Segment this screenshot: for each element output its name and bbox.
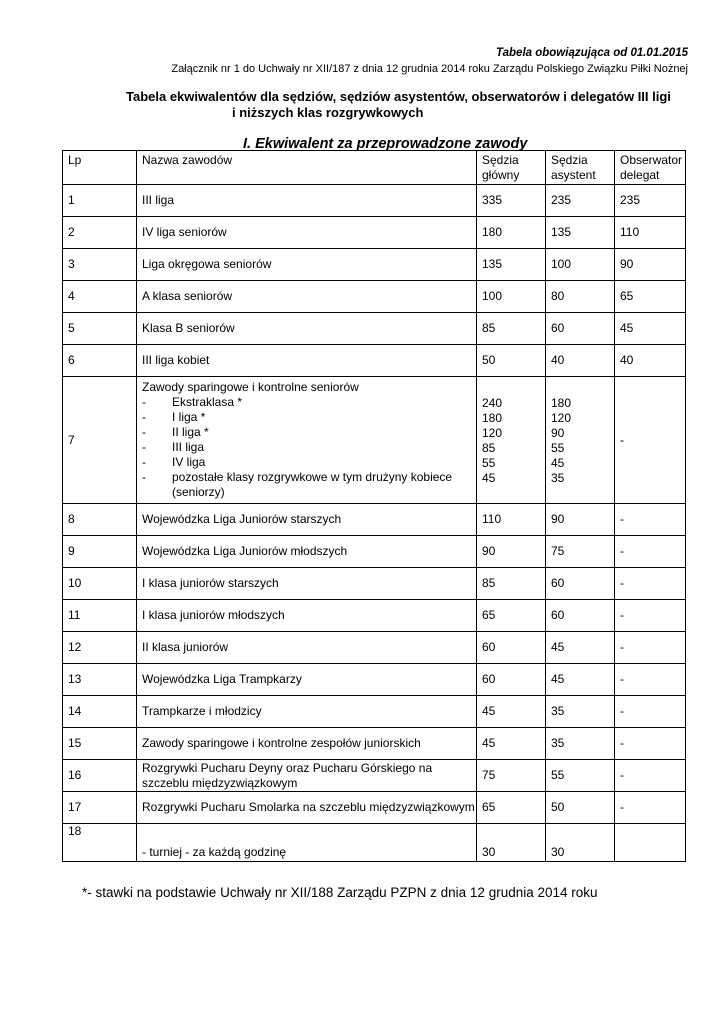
table-row [63,760,686,792]
cell-name: A klasa seniorów [137,281,477,313]
cell-main-referee: 45 [477,696,546,728]
cell-name: Wojewódzka Liga Trampkarzy [137,664,477,696]
cell-assistant: 35 [546,728,615,760]
cell-main-referee: 30 [477,824,546,862]
list-dash: - [142,395,146,409]
cell-assistant: 45 [546,664,615,696]
table-row [63,185,686,217]
list-item [142,440,476,455]
cell-name: Liga okręgowa seniorów [137,249,477,281]
title-line-2: i niższych klas rozgrywkowych [232,105,424,120]
value: 180 [551,396,572,410]
list-dash: - [142,410,146,424]
list-dash: - [142,455,146,469]
cell-main-referee: 85 [477,313,546,345]
cell-observer: - [615,600,686,632]
list-item [142,470,476,485]
cell-assistant: 55 [546,760,615,792]
header-main-referee: Sędzia główny [477,151,546,185]
document-title [126,89,671,121]
value: 120 [551,411,572,425]
table-row [63,281,686,313]
cell-assistant: 60 [546,313,615,345]
cell-observer: 40 [615,345,686,377]
cell-assistant: 80 [546,281,615,313]
value: 85 [482,441,496,455]
table-row [63,696,686,728]
cell-observer: - [615,536,686,568]
cell-observer: 90 [615,249,686,281]
cell-assistant: 75 [546,536,615,568]
table-row [63,600,686,632]
table-row [63,504,686,536]
cell-main-referee: 100 [477,281,546,313]
cell-main-referee [477,377,546,504]
cell-name [137,377,477,504]
table-header-row [63,151,686,185]
cell-observer [615,824,686,862]
list-dash: - [142,425,146,439]
cell-lp: 15 [63,728,137,760]
value: 55 [551,441,565,455]
table-row [63,824,686,862]
cell-assistant: 30 [546,824,615,862]
table-row [63,792,686,824]
cell-assistant: 135 [546,217,615,249]
cell-name: IV liga seniorów [137,217,477,249]
list-item-label: II liga * [172,425,209,439]
cell-main-referee: 110 [477,504,546,536]
cell-lp: 7 [63,377,137,504]
list-item-label: I liga * [172,410,206,424]
value: 45 [482,471,496,485]
footnote: *- stawki na podstawie Uchwały nr XII/188 Zarządu PZPN z dnia 12 grudnia 2014 roku [82,885,598,900]
cell-observer: - [615,377,686,504]
table-row [63,217,686,249]
cell-observer: - [615,696,686,728]
table-row [63,728,686,760]
list-item-label: pozostałe klasy rozgrywkowe w tym drużyny kobiece [172,470,453,484]
value: 90 [551,426,565,440]
cell-name: - turniej - za każdą godzinę [137,824,477,862]
cell-observer: - [615,664,686,696]
table-row [63,632,686,664]
cell-name: Trampkarze i młodzicy [137,696,477,728]
cell-observer: - [615,760,686,792]
value: 120 [482,426,503,440]
cell-lp: 2 [63,217,137,249]
cell-main-referee: 90 [477,536,546,568]
table-row [63,536,686,568]
cell-lp: 18 [63,824,137,862]
cell-lp: 6 [63,345,137,377]
values-list [551,394,614,486]
header-assistant: Sędzia asystent [546,151,615,185]
value: 180 [482,411,503,425]
cell-lp: 3 [63,249,137,281]
attachment-note: Załącznik nr 1 do Uchwały nr XII/187 z dnia 12 grudnia 2014 roku Zarządu Polskiego Związku Piłki Nożnej [171,63,688,75]
equivalents-table [62,150,686,862]
header-observer: Obserwator delegat [615,151,686,185]
list-dash: - [142,440,146,454]
cell-observer: 235 [615,185,686,217]
table-row [63,249,686,281]
cell-lp: 14 [63,696,137,728]
cell-assistant: 35 [546,696,615,728]
cell-name: Klasa B seniorów [137,313,477,345]
cell-assistant: 60 [546,568,615,600]
cell-main-referee: 85 [477,568,546,600]
cell-assistant: 235 [546,185,615,217]
cell-name: Wojewódzka Liga Juniorów starszych [137,504,477,536]
cell-lp: 1 [63,185,137,217]
cell-lp: 17 [63,792,137,824]
table-row [63,377,686,504]
cell-lp: 4 [63,281,137,313]
header-lp: Lp [63,151,137,185]
value: 45 [551,456,565,470]
cell-observer: - [615,632,686,664]
values-list [482,394,545,486]
cell-lp: 11 [63,600,137,632]
cell-lp: 10 [63,568,137,600]
cell-name: Rozgrywki Pucharu Smolarka na szczeblu międzyzwiązkowym [137,792,477,824]
cell-main-referee: 50 [477,345,546,377]
cell-lp: 5 [63,313,137,345]
header-name: Nazwa zawodów [137,151,477,185]
cell-main-referee: 45 [477,728,546,760]
cell-name: III liga kobiet [137,345,477,377]
cell-name: III liga [137,185,477,217]
cell-observer: - [615,504,686,536]
list-item [142,410,476,425]
table-row [63,345,686,377]
cell-main-referee: 135 [477,249,546,281]
list-item [142,455,476,470]
value: 35 [551,471,565,485]
cell-main-referee: 65 [477,792,546,824]
cell-main-referee: 180 [477,217,546,249]
list-item-label: Ekstraklasa * [172,395,243,409]
cell-assistant: 45 [546,632,615,664]
cell-name: Wojewódzka Liga Juniorów młodszych [137,536,477,568]
table-row [63,664,686,696]
cell-main-referee: 335 [477,185,546,217]
cell-assistant: 60 [546,600,615,632]
cell-assistant: 100 [546,249,615,281]
valid-from-note: Tabela obowiązująca od 01.01.2015 [496,47,688,59]
cell-observer: 110 [615,217,686,249]
list-item [142,395,476,410]
list-item-label: IV liga [172,455,206,469]
cell-lp: 12 [63,632,137,664]
cell-observer: - [615,568,686,600]
cell-lp: 8 [63,504,137,536]
cell-observer: - [615,792,686,824]
cell-name: II klasa juniorów [137,632,477,664]
list-item [142,425,476,440]
cell-lp: 13 [63,664,137,696]
value: 240 [482,396,503,410]
list-dash: - [142,470,146,484]
title-line-1: Tabela ekwiwalentów dla sędziów, sędziów asystentów, obserwatorów i delegatów III ligi [126,89,671,104]
cell-main-referee: 75 [477,760,546,792]
cell-name: I klasa juniorów młodszych [137,600,477,632]
cell-assistant [546,377,615,504]
cell-observer: 65 [615,281,686,313]
cell-main-referee: 65 [477,600,546,632]
cell-assistant: 50 [546,792,615,824]
cell-name: Zawody sparingowe i kontrolne zespołów juniorskich [137,728,477,760]
table-row [63,313,686,345]
section-heading: I. Ekwiwalent za przeprowadzone zawody [243,136,528,152]
table-row [63,568,686,600]
cell-lp: 16 [63,760,137,792]
cell-name: Rozgrywki Pucharu Deyny oraz Pucharu Górskiego na szczeblu międzyzwiązkowym [137,760,477,792]
cell-main-referee: 60 [477,632,546,664]
sparring-heading: Zawody sparingowe i kontrolne seniorów [142,380,359,394]
cell-assistant: 40 [546,345,615,377]
cell-lp: 9 [63,536,137,568]
cell-observer: - [615,728,686,760]
cell-main-referee: 60 [477,664,546,696]
cell-assistant: 90 [546,504,615,536]
sparring-list [142,380,476,500]
value: 55 [482,456,496,470]
cell-name: I klasa juniorów starszych [137,568,477,600]
cell-observer: 45 [615,313,686,345]
list-item-continuation: (seniorzy) [172,485,225,499]
list-item-label: III liga [172,440,205,454]
